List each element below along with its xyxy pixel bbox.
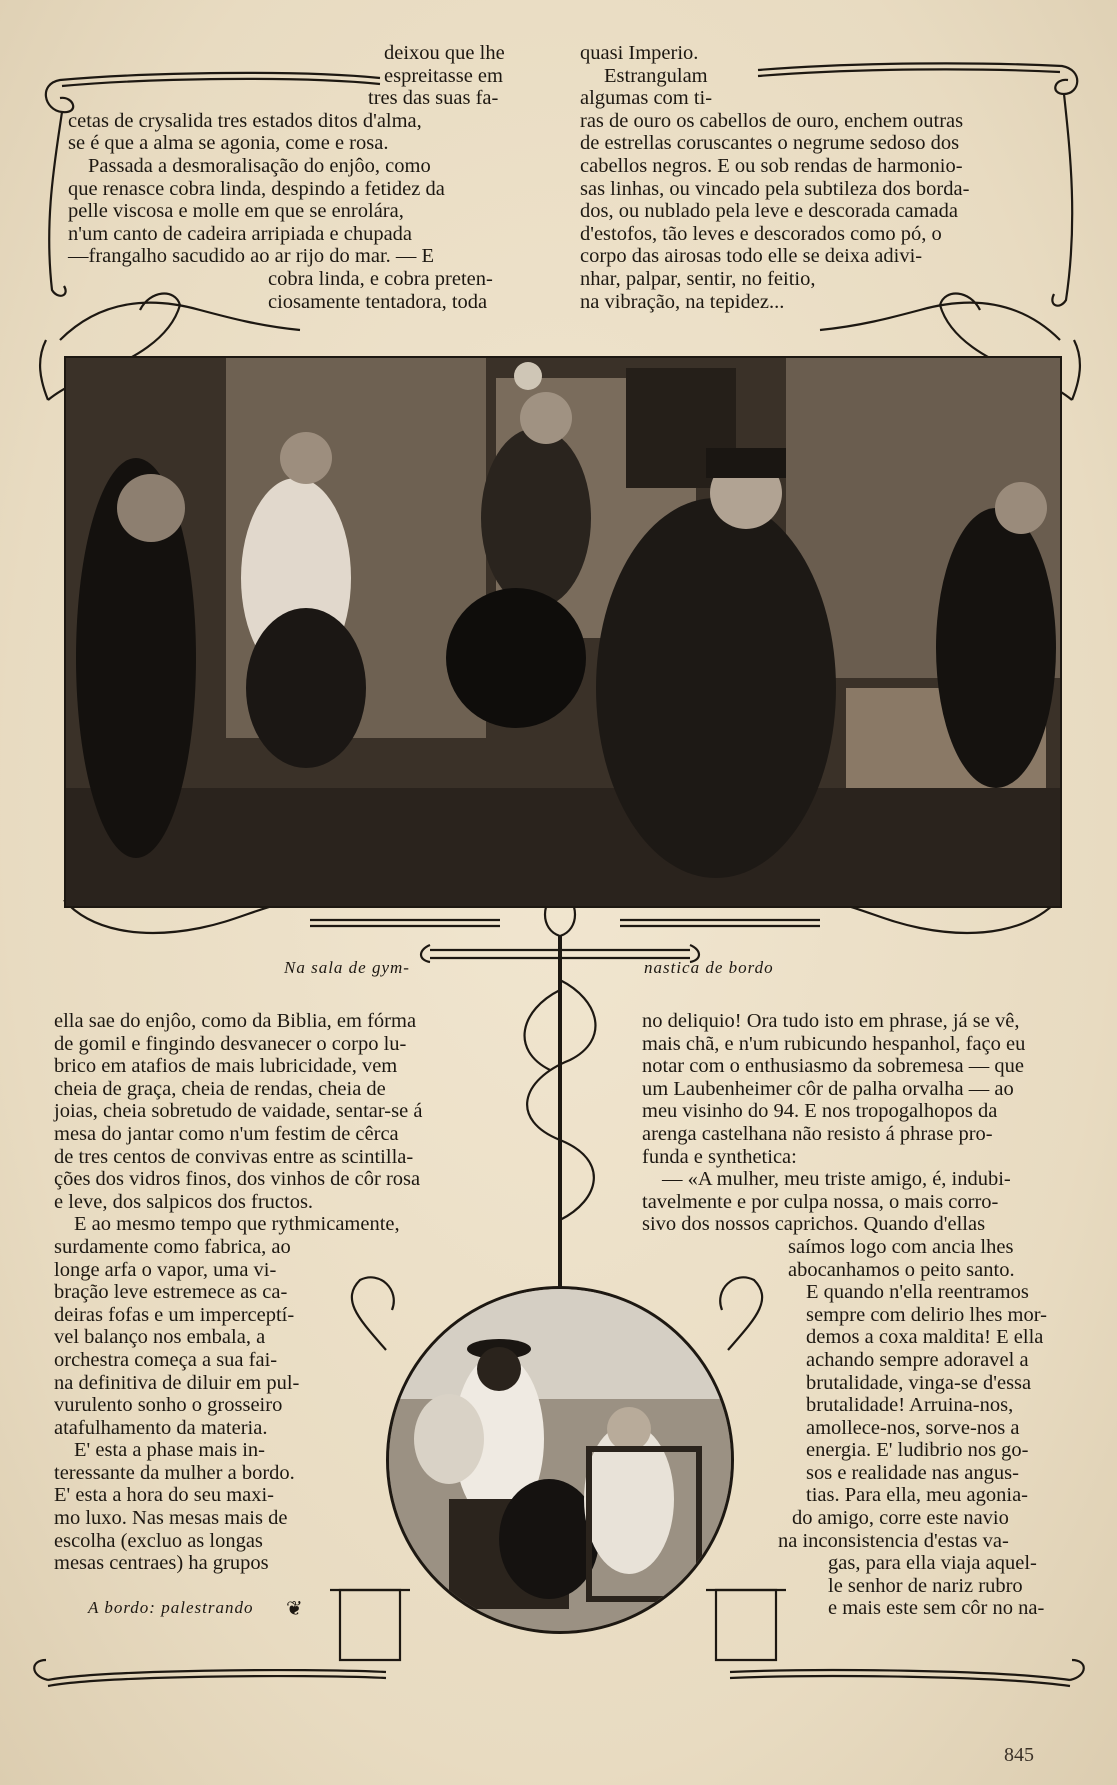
text-line: Passada a desmoralisação do enjôo, como	[88, 154, 431, 177]
text-line: de estrellas coruscantes o negrume sedoso dos	[580, 132, 960, 155]
gymnasium-scene	[66, 358, 1060, 906]
text-line: quasi Imperio.	[580, 42, 699, 64]
text-line: sivo dos nossos caprichos. Quando d'ellas	[642, 1213, 986, 1236]
text-line: abocanhamos o peito santo.	[788, 1258, 1015, 1281]
round-photo-caption: A bordo: palestrando	[88, 1598, 254, 1617]
photo-caption-left: Na sala de gym-	[284, 958, 410, 977]
text-line: brutalidade! Arruina-nos,	[806, 1394, 1014, 1417]
text-line: E ao mesmo tempo que rythmicamente,	[74, 1213, 400, 1236]
text-line: teressante da mulher a bordo.	[54, 1461, 295, 1484]
text-line: nhar, palpar, sentir, no feitio,	[580, 267, 816, 290]
photo-caption-right: nastica de bordo	[644, 958, 774, 977]
text-line: sas linhas, ou vincado pela subtileza dos borda-	[580, 177, 970, 200]
text-line: amollece-nos, sorve-nos a	[806, 1416, 1020, 1439]
text-line: de tres centos de convivas entre as scintilla-	[54, 1145, 414, 1168]
text-line: brutalidade, vinga-se d'essa	[806, 1371, 1032, 1394]
page-number: 845	[1004, 1744, 1034, 1766]
text-line: tres das suas fa-	[368, 87, 499, 110]
text-line: achando sempre adoravel a	[806, 1348, 1029, 1371]
text-line: se é que a alma se agonia, come e rosa.	[68, 132, 389, 155]
text-line: d'estofos, tão leves e descorados como pó, o	[580, 222, 942, 245]
text-line: cheia de graça, cheia de rendas, cheia de	[54, 1077, 386, 1100]
text-line: — «A mulher, meu triste amigo, é, indubi-	[662, 1168, 1011, 1191]
text-line: energia. E' ludibrio nos go-	[806, 1439, 1029, 1462]
text-line: longe arfa o vapor, uma vi-	[54, 1258, 277, 1281]
text-line: no deliquio! Ora tudo isto em phrase, já se vê,	[642, 1010, 1020, 1032]
text-line: E' esta a hora do seu maxi-	[54, 1484, 275, 1507]
text-line: corpo das airosas todo elle se deixa adivi-	[580, 245, 923, 268]
text-line: dos, ou nublado pela leve e descorada camada	[580, 200, 958, 223]
text-line: vurulento sonho o grosseiro	[54, 1394, 283, 1417]
text-line: atafulhamento da materia.	[54, 1416, 268, 1439]
text-line: deixou que lhe	[384, 42, 505, 64]
text-line: do amigo, corre este navio	[792, 1507, 1009, 1530]
text-line: demos a coxa maldita! E ella	[806, 1326, 1044, 1349]
fleuron-ornament: ❦	[286, 1598, 303, 1620]
text-line: tias. Para ella, meu agonia-	[806, 1484, 1028, 1507]
text-line: le senhor de nariz rubro	[828, 1574, 1023, 1597]
text-line: mais chã, e n'um rubicundo hespanhol, faço eu	[642, 1032, 1026, 1055]
text-line: cabellos negros. E ou sob rendas de harmonio-	[580, 154, 963, 177]
text-line: saímos logo com ancia lhes	[788, 1235, 1014, 1258]
text-line: na inconsistencia d'estas va-	[778, 1529, 1009, 1552]
text-line: —frangalho sacudido ao ar rijo do mar. — E	[68, 245, 435, 268]
text-line: que renasce cobra linda, despindo a fetidez da	[68, 177, 445, 200]
text-line: sempre com delirio lhes mor-	[806, 1303, 1047, 1326]
text-line: cobra linda, e cobra preten-	[268, 267, 493, 290]
gymnasium-photograph	[64, 356, 1062, 908]
text-line: funda e synthetica:	[642, 1145, 797, 1168]
text-line: e mais este sem côr no na-	[828, 1597, 1045, 1620]
text-line: mesa do jantar como n'um festim de cêrca	[54, 1122, 399, 1145]
text-line: espreitasse em	[384, 64, 503, 87]
text-line: orchestra começa a sua fai-	[54, 1348, 278, 1371]
text-line: mo luxo. Nas mesas mais de	[54, 1507, 288, 1530]
text-line: deiras fofas e um imperceptí-	[54, 1303, 295, 1326]
text-line: um Laubenheimer côr de palha orvalha — ao	[642, 1077, 1014, 1100]
text-line: surdamente como fabrica, ao	[54, 1235, 291, 1258]
text-line: tavelmente e por culpa nossa, o mais corro-	[642, 1190, 999, 1213]
text-line: e leve, dos salpicos dos fructos.	[54, 1190, 314, 1213]
text-line: E' esta a phase mais in-	[74, 1439, 265, 1462]
text-line: n'um canto de cadeira arripiada e chupada	[68, 222, 413, 245]
text-line: ras de ouro os cabellos de ouro, enchem outras	[580, 109, 964, 132]
text-line: ções dos vidros finos, dos vinhos de côr rosa	[54, 1168, 421, 1191]
text-line: gas, para ella viaja aquel-	[828, 1552, 1037, 1575]
text-line: na vibração, na tepidez...	[580, 290, 785, 313]
text-line: cetas de crysalida tres estados ditos d'alma,	[68, 109, 422, 132]
text-line: pelle viscosa e molle em que se enrolára,	[68, 200, 404, 223]
text-line: na definitiva de diluir em pul-	[54, 1371, 300, 1394]
text-line: brico em atafios de mais lubricidade, vem	[54, 1055, 398, 1078]
text-line: Estrangulam	[604, 64, 708, 87]
text-line: mesas centraes) ha grupos	[54, 1552, 269, 1575]
text-line: arenga castelhana não resisto á phrase pro-	[642, 1122, 993, 1145]
text-line: meu visinho do 94. E nos tropogalhopos da	[642, 1100, 998, 1123]
text-line: algumas com ti-	[580, 87, 713, 110]
text-line: ciosamente tentadora, toda	[268, 290, 488, 313]
text-line: notar com o enthusiasmo da sobremesa — que	[642, 1055, 1025, 1078]
text-line: ella sae do enjôo, como da Biblia, em fórma	[54, 1010, 417, 1032]
top-right-column	[580, 42, 1030, 313]
text-line: joias, cheia sobretudo de vaidade, sentar-se á	[54, 1100, 423, 1123]
text-line: vel balanço nos embala, a	[54, 1326, 266, 1349]
bottom-right-column	[642, 1010, 1090, 1620]
text-line: escolha (excluo as longas	[54, 1529, 263, 1552]
text-line: E quando n'ella reentramos	[806, 1281, 1029, 1304]
text-line: de gomil e fingindo desvanecer o corpo lu-	[54, 1032, 407, 1055]
text-line: bração leve estremece as ca-	[54, 1281, 288, 1304]
text-line: sos e realidade nas angus-	[806, 1461, 1019, 1484]
top-left-column	[68, 42, 540, 313]
